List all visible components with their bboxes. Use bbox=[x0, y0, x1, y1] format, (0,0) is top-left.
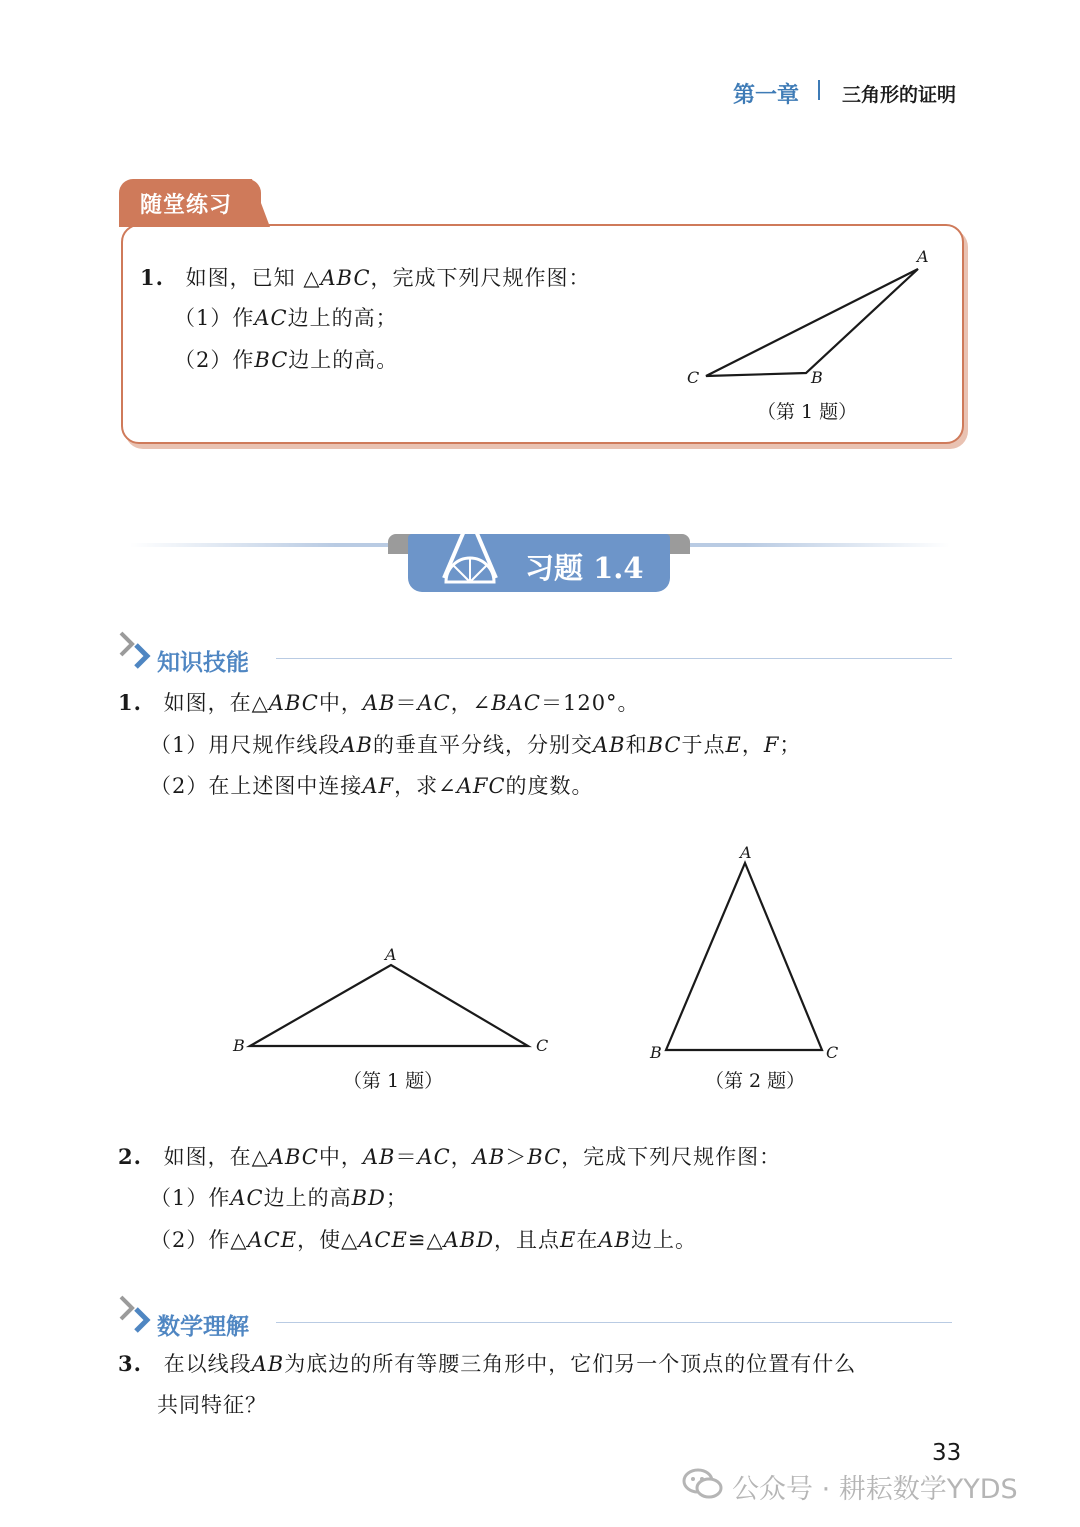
header-separator bbox=[818, 80, 820, 100]
text: 如图，在△ bbox=[163, 691, 269, 715]
exercise-q3-line1 bbox=[118, 1348, 856, 1378]
text: （1）作 bbox=[150, 1186, 231, 1210]
text: 的垂直平分线，分别交 bbox=[372, 733, 593, 757]
text: 在 bbox=[576, 1228, 599, 1252]
text: ，使△ bbox=[297, 1228, 359, 1252]
fig2-triangle bbox=[666, 863, 822, 1050]
chapter-label: 第一章 bbox=[733, 83, 800, 108]
exercise-q2-line1 bbox=[118, 1141, 781, 1171]
wechat-icon bbox=[682, 1466, 724, 1502]
math-text: E bbox=[560, 1228, 577, 1252]
text: 如图，在△ bbox=[163, 1145, 269, 1169]
math-text: ABC bbox=[268, 691, 319, 715]
fig1-triangle bbox=[250, 965, 528, 1046]
fig1-label-c: C bbox=[536, 1036, 549, 1055]
math-text: AC bbox=[417, 1145, 451, 1169]
section-rule bbox=[276, 1322, 952, 1323]
exercise-q1-sub1 bbox=[150, 729, 801, 759]
practice-q1-line bbox=[140, 262, 591, 292]
section-chevron-icon bbox=[118, 1294, 154, 1334]
exercise-q2-sub1 bbox=[150, 1182, 408, 1212]
text: ； bbox=[385, 1186, 408, 1210]
text: 边上的高； bbox=[287, 306, 398, 330]
section-title-understanding: 数学理解 bbox=[157, 1314, 249, 1340]
math-text: AB bbox=[592, 733, 626, 757]
math-text: AB bbox=[362, 691, 396, 715]
text: （1）作 bbox=[174, 306, 255, 330]
text: ，且点 bbox=[494, 1228, 561, 1252]
text: 中， bbox=[318, 691, 363, 715]
text: （2）作△ bbox=[150, 1228, 248, 1252]
math-text: AB bbox=[362, 1145, 396, 1169]
text: 于点 bbox=[681, 733, 726, 757]
question-number: 1. bbox=[118, 690, 142, 715]
text: （2）作 bbox=[174, 348, 255, 372]
text: ，完成下列尺规作图： bbox=[561, 1145, 782, 1169]
fig2-label-c: C bbox=[826, 1043, 839, 1062]
math-text: BC bbox=[647, 733, 682, 757]
math-text: BC bbox=[527, 1145, 562, 1169]
text: 为底边的所有等腰三角形中，它们另一个顶点的位置有什么 bbox=[284, 1352, 857, 1376]
text: 边上的高。 bbox=[288, 348, 399, 372]
text: ， bbox=[450, 1145, 473, 1169]
practice-q1-sub2 bbox=[174, 344, 398, 374]
section-chevron-icon bbox=[118, 630, 154, 670]
text: 边上的高 bbox=[263, 1186, 352, 1210]
math-text: AB bbox=[251, 1352, 285, 1376]
fig2-caption: （第 2 题） bbox=[705, 1070, 806, 1092]
text: ，∠ bbox=[450, 691, 492, 715]
text: 在以线段 bbox=[163, 1352, 252, 1376]
question-number: 2. bbox=[118, 1144, 142, 1169]
text: ≌ bbox=[407, 1228, 427, 1252]
math-text: ABD bbox=[443, 1228, 495, 1252]
math-text: BD bbox=[351, 1186, 386, 1210]
fig1-label-b: B bbox=[233, 1036, 245, 1055]
math-text: F bbox=[763, 733, 780, 757]
section-title-knowledge: 知识技能 bbox=[157, 650, 249, 676]
exercise-q2-sub2 bbox=[150, 1224, 697, 1254]
exercise-banner-title: 习题 1.4 bbox=[525, 551, 644, 585]
question-number: 3. bbox=[118, 1351, 142, 1376]
text: △ bbox=[426, 1228, 444, 1252]
practice-q1-sub1 bbox=[174, 302, 398, 332]
fig1-label-a: A bbox=[385, 945, 397, 964]
text: 和 bbox=[625, 733, 648, 757]
figure-caption: （第 1 题） bbox=[757, 401, 858, 423]
math-text: ACE bbox=[358, 1228, 408, 1252]
math-text: AB bbox=[340, 733, 373, 757]
math-text: ABC bbox=[268, 1145, 319, 1169]
text: ； bbox=[779, 733, 802, 757]
math-text: E bbox=[725, 733, 742, 757]
chapter-title: 三角形的证明 bbox=[842, 84, 957, 106]
math-text: BAC bbox=[491, 691, 541, 715]
text: ，求∠ bbox=[394, 774, 457, 798]
text: （1）用尺规作线段 bbox=[150, 733, 341, 757]
exercise-q1-line1 bbox=[118, 687, 640, 717]
math-text: AB bbox=[598, 1228, 631, 1252]
math-text: AFC bbox=[456, 774, 506, 798]
compass-protractor-icon bbox=[434, 510, 506, 588]
math-text: AC bbox=[417, 691, 451, 715]
text: 边上。 bbox=[630, 1228, 697, 1252]
text: 中， bbox=[318, 1145, 363, 1169]
text: ＝120°。 bbox=[540, 691, 640, 715]
text: ， bbox=[741, 733, 764, 757]
page-number: 33 bbox=[932, 1440, 962, 1466]
fig1-caption: （第 1 题） bbox=[343, 1070, 444, 1092]
triangle-abc bbox=[706, 269, 918, 376]
math-text: AF bbox=[362, 774, 395, 798]
math-text: AC bbox=[254, 306, 288, 330]
text: ，完成下列尺规作图： bbox=[370, 266, 591, 290]
watermark-text: 公众号 · 耕耘数学YYDS bbox=[732, 1474, 1018, 1505]
text: ＝ bbox=[395, 1145, 418, 1169]
vertex-label-c: C bbox=[687, 368, 700, 387]
text: （2）在上述图中连接 bbox=[150, 774, 363, 798]
math-text: AB bbox=[472, 1145, 506, 1169]
vertex-label-a: A bbox=[917, 247, 929, 266]
text: 如图，已知 bbox=[185, 266, 296, 290]
math-text: AC bbox=[230, 1186, 264, 1210]
fig2-label-b: B bbox=[650, 1043, 662, 1062]
fig2-label-a: A bbox=[740, 843, 752, 862]
math-text: BC bbox=[254, 348, 289, 372]
exercise-q3-line2: 共同特征？ bbox=[157, 1393, 267, 1417]
practice-triangle-figure bbox=[680, 244, 940, 394]
text: ＝ bbox=[395, 691, 418, 715]
practice-title: 随堂练习 bbox=[140, 193, 233, 218]
exercise-q1-sub2 bbox=[150, 770, 594, 800]
text: 的度数。 bbox=[505, 774, 594, 798]
exercise-figures bbox=[230, 830, 850, 1070]
vertex-label-b: B bbox=[811, 368, 823, 387]
math-text: △ABC bbox=[303, 266, 371, 290]
question-number: 1. bbox=[140, 265, 164, 290]
math-text: ACE bbox=[247, 1228, 298, 1252]
text: ＞ bbox=[505, 1145, 528, 1169]
section-rule bbox=[276, 658, 952, 659]
